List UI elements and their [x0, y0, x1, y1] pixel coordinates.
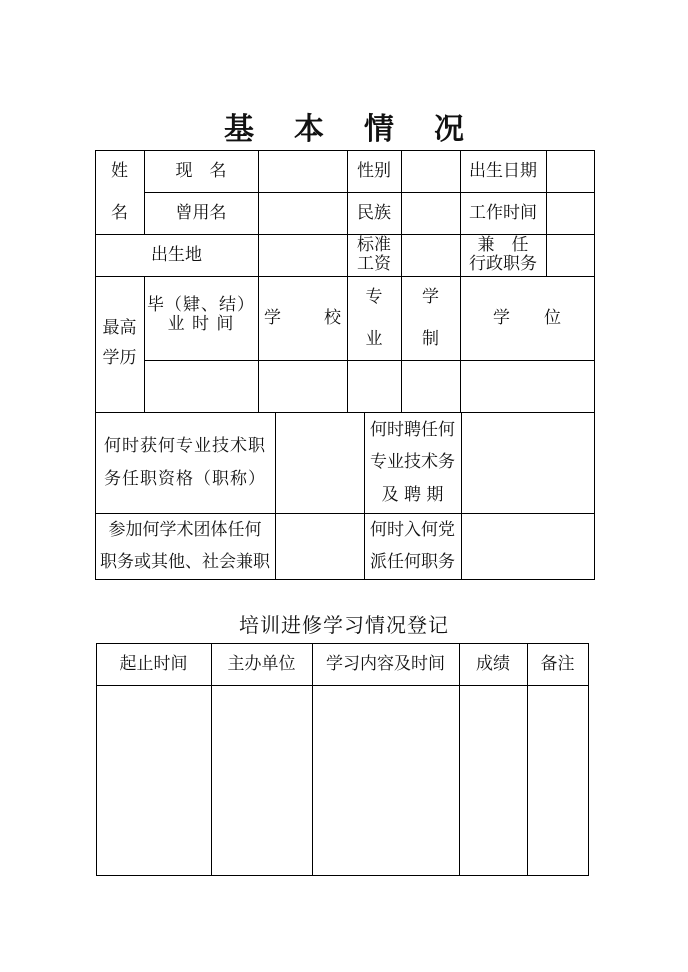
col-header-remarks: 备注: [540, 653, 575, 674]
school-field[interactable]: [258, 360, 347, 412]
duration-char2: 制: [422, 328, 439, 349]
std-salary-label: [347, 234, 401, 276]
party-line2: 派任何职务: [370, 552, 455, 572]
training-period-field[interactable]: [96, 685, 211, 875]
training-remarks-field[interactable]: [527, 685, 588, 875]
degree-label: 学 位: [493, 307, 561, 328]
col-header-score: 成绩: [476, 653, 510, 674]
highest-education-label: [95, 276, 144, 412]
concurrent-post-label: [460, 234, 546, 276]
std-salary-field[interactable]: [401, 234, 460, 276]
degree-field[interactable]: [460, 360, 594, 412]
std-salary-line2: 工资: [357, 254, 391, 274]
party-field[interactable]: [461, 513, 594, 579]
concurrent-line1: 兼 任: [477, 235, 529, 256]
gender-field[interactable]: [401, 150, 460, 192]
major-char2: 业: [365, 328, 383, 349]
col-header-content: 学习内容及时间: [326, 653, 445, 674]
major-field[interactable]: [347, 360, 401, 412]
col-header-organizer: 主办单位: [227, 653, 296, 674]
title-char: 本: [294, 112, 324, 147]
current-name-label: 现 名: [175, 160, 227, 181]
title-qual-line2: 务任职资格（职称）: [104, 468, 266, 489]
grad-time-line2: 业 时 间: [167, 313, 235, 334]
society-field[interactable]: [275, 513, 364, 579]
ethnicity-field[interactable]: [401, 192, 460, 234]
title-char: 情: [364, 112, 394, 147]
work-start-label: 工作时间: [469, 202, 537, 223]
concurrent-line2: 行政职务: [469, 254, 537, 274]
title-qualification-field[interactable]: [275, 412, 364, 513]
school-char1: 学: [264, 307, 281, 328]
edu-line1: 最高: [102, 318, 137, 339]
former-name-field[interactable]: [258, 192, 347, 234]
duration-field[interactable]: [401, 360, 460, 412]
title-char: 基: [224, 112, 254, 147]
party-line1: 何时入何党: [370, 519, 455, 540]
ethnicity-label: 民族: [357, 202, 391, 223]
school-char2: 校: [324, 307, 341, 328]
birthplace-field[interactable]: [258, 234, 347, 276]
concurrent-post-field[interactable]: [546, 234, 594, 276]
graduation-time-label: [144, 276, 258, 360]
current-name-field[interactable]: [258, 150, 347, 192]
work-start-field[interactable]: [546, 192, 594, 234]
gender-label: 性别: [357, 160, 391, 181]
appoint-line1: 何时聘任何: [370, 420, 455, 441]
graduation-time-field[interactable]: [144, 360, 258, 412]
society-line1: 参加何学术团体任何: [108, 519, 262, 540]
society-line2: 职务或其他、社会兼职: [100, 552, 270, 572]
col-header-period: 起止时间: [119, 653, 188, 674]
title-qualification-label: [95, 412, 275, 513]
appointment-label: [364, 412, 461, 513]
page-title: [0, 104, 688, 148]
appoint-line2: 专业技术务: [370, 452, 455, 473]
training-score-field[interactable]: [459, 685, 527, 875]
grad-time-line1: 毕（肄、结）: [147, 295, 255, 315]
duration-label: [401, 276, 460, 360]
society-label: [95, 513, 275, 579]
major-char1: 专: [365, 286, 383, 307]
name-label-top: 姓: [111, 160, 128, 181]
training-content-field[interactable]: [312, 685, 459, 875]
appoint-line3: 及 聘 期: [381, 484, 444, 505]
birth-date-field[interactable]: [546, 150, 594, 192]
birthplace-label: 出生地: [151, 244, 202, 265]
title-qual-line1: 何时获何专业技术职: [104, 436, 266, 457]
title-char: 况: [434, 112, 464, 147]
duration-char1: 学: [422, 286, 439, 307]
former-name-label: 曾用名: [175, 202, 227, 223]
birth-date-label: 出生日期: [469, 160, 537, 181]
major-label: [347, 276, 401, 360]
training-organizer-field[interactable]: [211, 685, 312, 875]
name-label-bottom: 名: [111, 202, 128, 223]
school-label: [258, 276, 347, 360]
training-heading: 培训进修学习情况登记: [239, 613, 449, 637]
std-salary-line1: 标准: [357, 235, 391, 256]
appointment-field[interactable]: [461, 412, 594, 513]
party-label: [364, 513, 461, 579]
edu-line2: 学历: [102, 348, 137, 368]
